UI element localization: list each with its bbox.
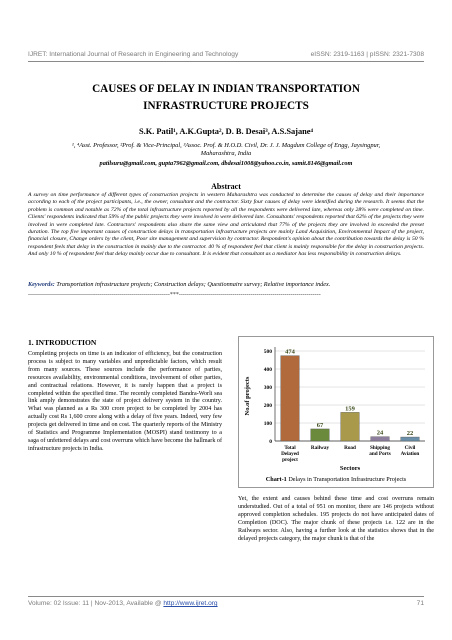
footer-volume	[28, 600, 218, 607]
data-label: 24	[376, 429, 384, 437]
abstract-text: A survey on time performance of different types of construction projects in western Maharashtra was conducted to determine the causes of delay and their importance according to each of the project participants, i.e., the owner, consultant and the contractor. Sixty four causes of delay were identified during the research. It seems that the problem is common and notable as 72% of the total infrastructure projects reported by all the respondents were delivered late, whereas only 28% were completed on time. Clients' respondents indicated that 59% of the public projects they were involved in were delivered late. Consultants' respondents reported that 62% of the projects they were involved in were completed late. Contractors' respondents also share the same view and articulated that 77% of the projects they are involved in exceeded the preset duration. The top five important causes of construction delays in transportation infrastructure projects are mainly Land Acquisition, Environmental Impact of the project, financial closure, Change orders by the client, Poor site management and supervision by contractor. Respondent's opinion about the contribution towards the delay is 50 % respondent feels that delay in the construction in mainly due to the contractor. 40 % of respondent feel that client is mainly responsible for the delay in construction projects. And only 10 % of respondent feel that delay mainly occur due to consultant. It is evident that consultant as a mediator has less responsibility in construction delays.	[28, 192, 424, 258]
section-separator: -----------------------------------------------------------------------***-----------------------------------------------------------------------	[28, 292, 321, 298]
y-tick-label: 100	[263, 421, 272, 427]
y-tick-label: 500	[263, 349, 272, 355]
chart-svg	[239, 337, 435, 475]
x-tick-label: Total	[284, 445, 296, 451]
y-tick-label: 400	[263, 367, 272, 373]
data-label: 474	[285, 348, 295, 356]
x-tick-label: project	[282, 457, 298, 463]
journal-header	[28, 51, 424, 58]
right-column-text: Yet, the extent and causes behind these time and cost overruns remain understudied. Out of a total of 951 on monitor, there are 146 projects without approved completion schedules. 195 projects do not have anticipated dates of Completion (DOC). The major chunk of these projects i.e. 122 are in the Railways sector. Also, having a further look at the statistics shows that in the delayed projects category, the major chunk is that of the	[238, 496, 434, 542]
caption-label: Chart-1	[265, 476, 287, 483]
data-label: 22	[406, 430, 414, 438]
keywords	[28, 281, 424, 288]
affiliation	[30, 142, 422, 159]
footer-volume-text: Volume: 02 Issue: 11 | Nov-2013, Available @	[28, 600, 164, 607]
intro-heading: 1. INTRODUCTION	[28, 338, 97, 347]
header-rule	[28, 61, 424, 62]
bar	[371, 437, 390, 441]
x-tick-label: Aviation	[400, 451, 420, 457]
bar	[401, 437, 420, 441]
paper-title	[40, 81, 412, 115]
chart-caption	[238, 476, 434, 483]
data-label: 159	[345, 405, 355, 413]
author-emails: patilsuru@gmail.com, gupta7962@gmail.com, dbdesai1008@yahoo.co.in, samit.8146@gmail.com	[99, 160, 353, 167]
bar	[341, 412, 360, 441]
journal-name: IJRET: International Journal of Research in Engineering and Technology	[28, 51, 239, 58]
x-tick-label: Civil	[404, 445, 416, 451]
x-tick-label: and Ports	[369, 451, 391, 457]
x-tick-label: Shipping	[370, 445, 390, 451]
intro-text: Completing projects on time is an indicator of efficiency, but the construction process is subject to many variables and unpredictable factors, which result from many sources. These sources include the performance of parties, resources availability, environmental conditions, involvement of other parties, and contractual relations. However, it is rarely happen that a project is completed within the specified time. The recently completed Bandra-Worli sea link amply demonstrates the state of project delivery system in the country. What was planned as a Rs 300 crore project to be completed by 2004 has actually cost Rs 1,600 crore along with a delay of five years. Indeed, very few projects get delivered in time and on cost. The quarterly reports of the Ministry of Statistics and Programme Implementation (MOSPI) stand testimony to a saga of unfettered delays and cost overruns which have become the hallmark of infrastructure projects in India.	[28, 351, 222, 452]
title-line-1: CAUSES OF DELAY IN INDIAN TRANSPORTATION	[92, 83, 360, 95]
page-footer	[28, 600, 424, 607]
x-axis-label: Sectors	[339, 465, 361, 472]
keywords-label: Keywords:	[28, 281, 55, 288]
footer-rule	[28, 596, 424, 597]
authors: S.K. Patil¹, A.K.Gupta², D. B. Desai³, A.S.Sajane⁴	[138, 127, 314, 136]
page-number: 71	[416, 600, 424, 607]
y-tick-label: 200	[263, 403, 272, 409]
bar	[311, 429, 330, 441]
y-tick-label: 300	[263, 385, 272, 391]
affiliation-line-2: Maharashtra, India	[200, 150, 252, 158]
bar	[281, 356, 300, 441]
keywords-text: Transportation infrastructure projects; Construction delays; Questionnaire survey; Relative importance index.	[56, 281, 331, 288]
delay-chart	[238, 336, 434, 488]
affiliation-line-1: ¹, ⁴Asst. Professor, ²Prof. & Vice-Principal, ³Assoc. Prof. & H.O.D. Civil, Dr. J. J. Magdum College of Engg, Jaysingpur,	[71, 142, 381, 149]
x-tick-label: Railway	[310, 445, 330, 451]
x-tick-label: Road	[344, 445, 356, 451]
y-tick-label: 0	[269, 439, 272, 445]
y-axis-label: No.of projects	[244, 376, 251, 416]
title-line-2: INFRASTRUCTURE PROJECTS	[143, 100, 309, 112]
x-tick-label: Delayed	[281, 451, 299, 457]
issn: eISSN: 2319-1163 | pISSN: 2321-7308	[310, 51, 424, 58]
caption-text: Delays in Transportation Infrastructure Projects	[288, 476, 407, 483]
data-label: 67	[316, 421, 324, 429]
journal-link[interactable]: http://www.ijret.org	[163, 600, 218, 607]
abstract-heading: Abstract	[211, 182, 241, 191]
